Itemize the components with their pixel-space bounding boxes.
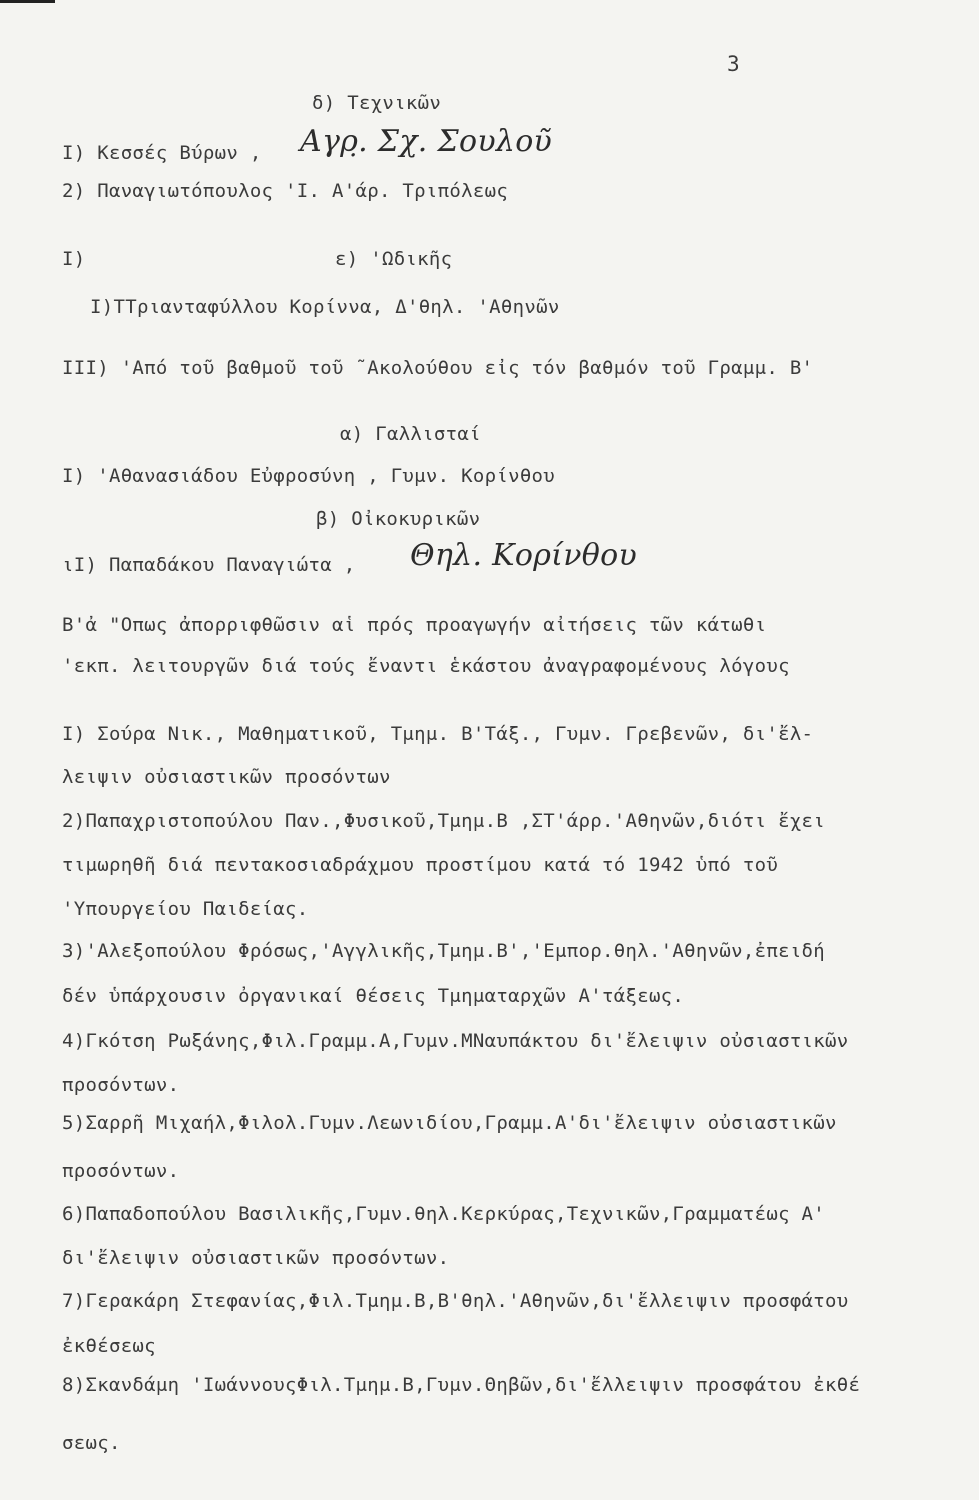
scan-edge-mark xyxy=(0,0,55,3)
text-line: προσόντων. xyxy=(62,1160,180,1182)
entry-line: I) 'Αθανασιάδου Εὐφροσύνη , Γυμν. Κορίνθου xyxy=(62,465,556,487)
text-line: τιμωρηθῆ διά πεντακοσιαδράχμου προστίμου κατά τό 1942 ὑπό τοῦ xyxy=(62,854,779,876)
handwritten-annotation: Θηλ. Κορίνθου xyxy=(410,538,638,573)
section-heading-grade: III) 'Από τοῦ βαθμοῦ τοῦ ˜Ακολούθου εἰς τόν βαθμόν τοῦ Γραμμ. Β' xyxy=(62,357,814,379)
text-line: 'εκπ. λειτουργῶν διά τούς ἔναντι ἑκάστου ἀναγραφομένους λόγους xyxy=(62,655,790,677)
section-heading-home-economics: β) Οἰκοκυρικῶν xyxy=(316,508,481,530)
page-number: 3 xyxy=(727,52,740,76)
section-heading-rejections: Β'ἀ "Οπως ἀπορριφθῶσιν αἱ πρός προαγωγήν αἰτήσεις τῶν κάτωθι xyxy=(62,614,767,636)
entry-line: I)ΤΤριανταφύλλου Κορίννα, Δ'θηλ. 'Αθηνῶν xyxy=(90,296,560,318)
text-line: δι'ἔλειψιν οὐσιαστικῶν προσόντων. xyxy=(62,1247,450,1269)
text-line: ἐκθέσεως xyxy=(62,1335,156,1357)
text-line: προσόντων. xyxy=(62,1074,180,1096)
entry-number: I) xyxy=(62,248,86,270)
section-heading-french: α) Γαλλισταί xyxy=(340,423,481,445)
text-line: λειψιν οὐσιαστικῶν προσόντων xyxy=(62,766,391,788)
text-line: 2)Παπαχριστοπούλου Παν.,Φυσικοῦ,Τμημ.Β ,ΣΤ'άρρ.'Αθηνῶν,διότι ἔχει xyxy=(62,810,826,832)
text-line: δέν ὑπάρχουσιν ὀργανικαί θέσεις Τμηματαρχῶν Α'τάξεως. xyxy=(62,985,685,1007)
text-line: 4)Γκότση Ρωξάνης,Φιλ.Γραμμ.Α,Γυμν.ΜΝαυπάκτου δι'ἔλειψιν οὐσιαστικῶν xyxy=(62,1030,849,1052)
text-line: I) Σούρα Νικ., Μαθηματικοῦ, Τμημ. Β'Τάξ., Γυμν. Γρεβενῶν, δι'ἔλ- xyxy=(62,723,814,745)
text-line: 8)Σκανδάμη 'ΙωάννουςΦιλ.Τμημ.Β,Γυμν.Θηβῶν,δι'ἔλλειψιν προσφάτου ἐκθέ xyxy=(62,1374,861,1396)
text-line: 5)Σαρρῆ Μιχαήλ,Φιλολ.Γυμν.Λεωνιδίου,Γραμμ.Α'δι'ἔλειψιν οὐσιαστικῶν xyxy=(62,1112,837,1134)
handwritten-annotation: Αγρ̣. Σχ. Σουλου̃ xyxy=(300,124,553,159)
text-line: 'Υπουργείου Παιδείας. xyxy=(62,898,309,920)
text-line: 7)Γερακάρη Στεφανίας,Φιλ.Τμημ.Β,Β'θηλ.'Αθηνῶν,δι'ἔλλειψιν προσφάτου xyxy=(62,1290,849,1312)
section-heading-technical: δ) Τεχνικῶν xyxy=(312,92,442,114)
entry-line: 2) Παναγιωτόπουλος 'Ι. Α'άρ. Τριπόλεως xyxy=(62,180,509,202)
text-line: σεως. xyxy=(62,1432,121,1454)
text-line: 3)'Αλεξοπούλου Φρόσως,'Αγγλικῆς,Τμημ.Β','Εμπορ.θηλ.'Αθηνῶν,ἐπειδή xyxy=(62,940,826,962)
entry-line: I) Κεσσές Βύρων , xyxy=(62,142,262,164)
entry-line: ιI) Παπαδάκου Παναγιώτα , xyxy=(62,554,356,576)
section-heading-music: ε) 'Ωδικῆς xyxy=(335,248,453,270)
text-line: 6)Παπαδοπούλου Βασιλικῆς,Γυμν.θηλ.Κερκύρας,Τεχνικῶν,Γραμματέως Α' xyxy=(62,1203,826,1225)
